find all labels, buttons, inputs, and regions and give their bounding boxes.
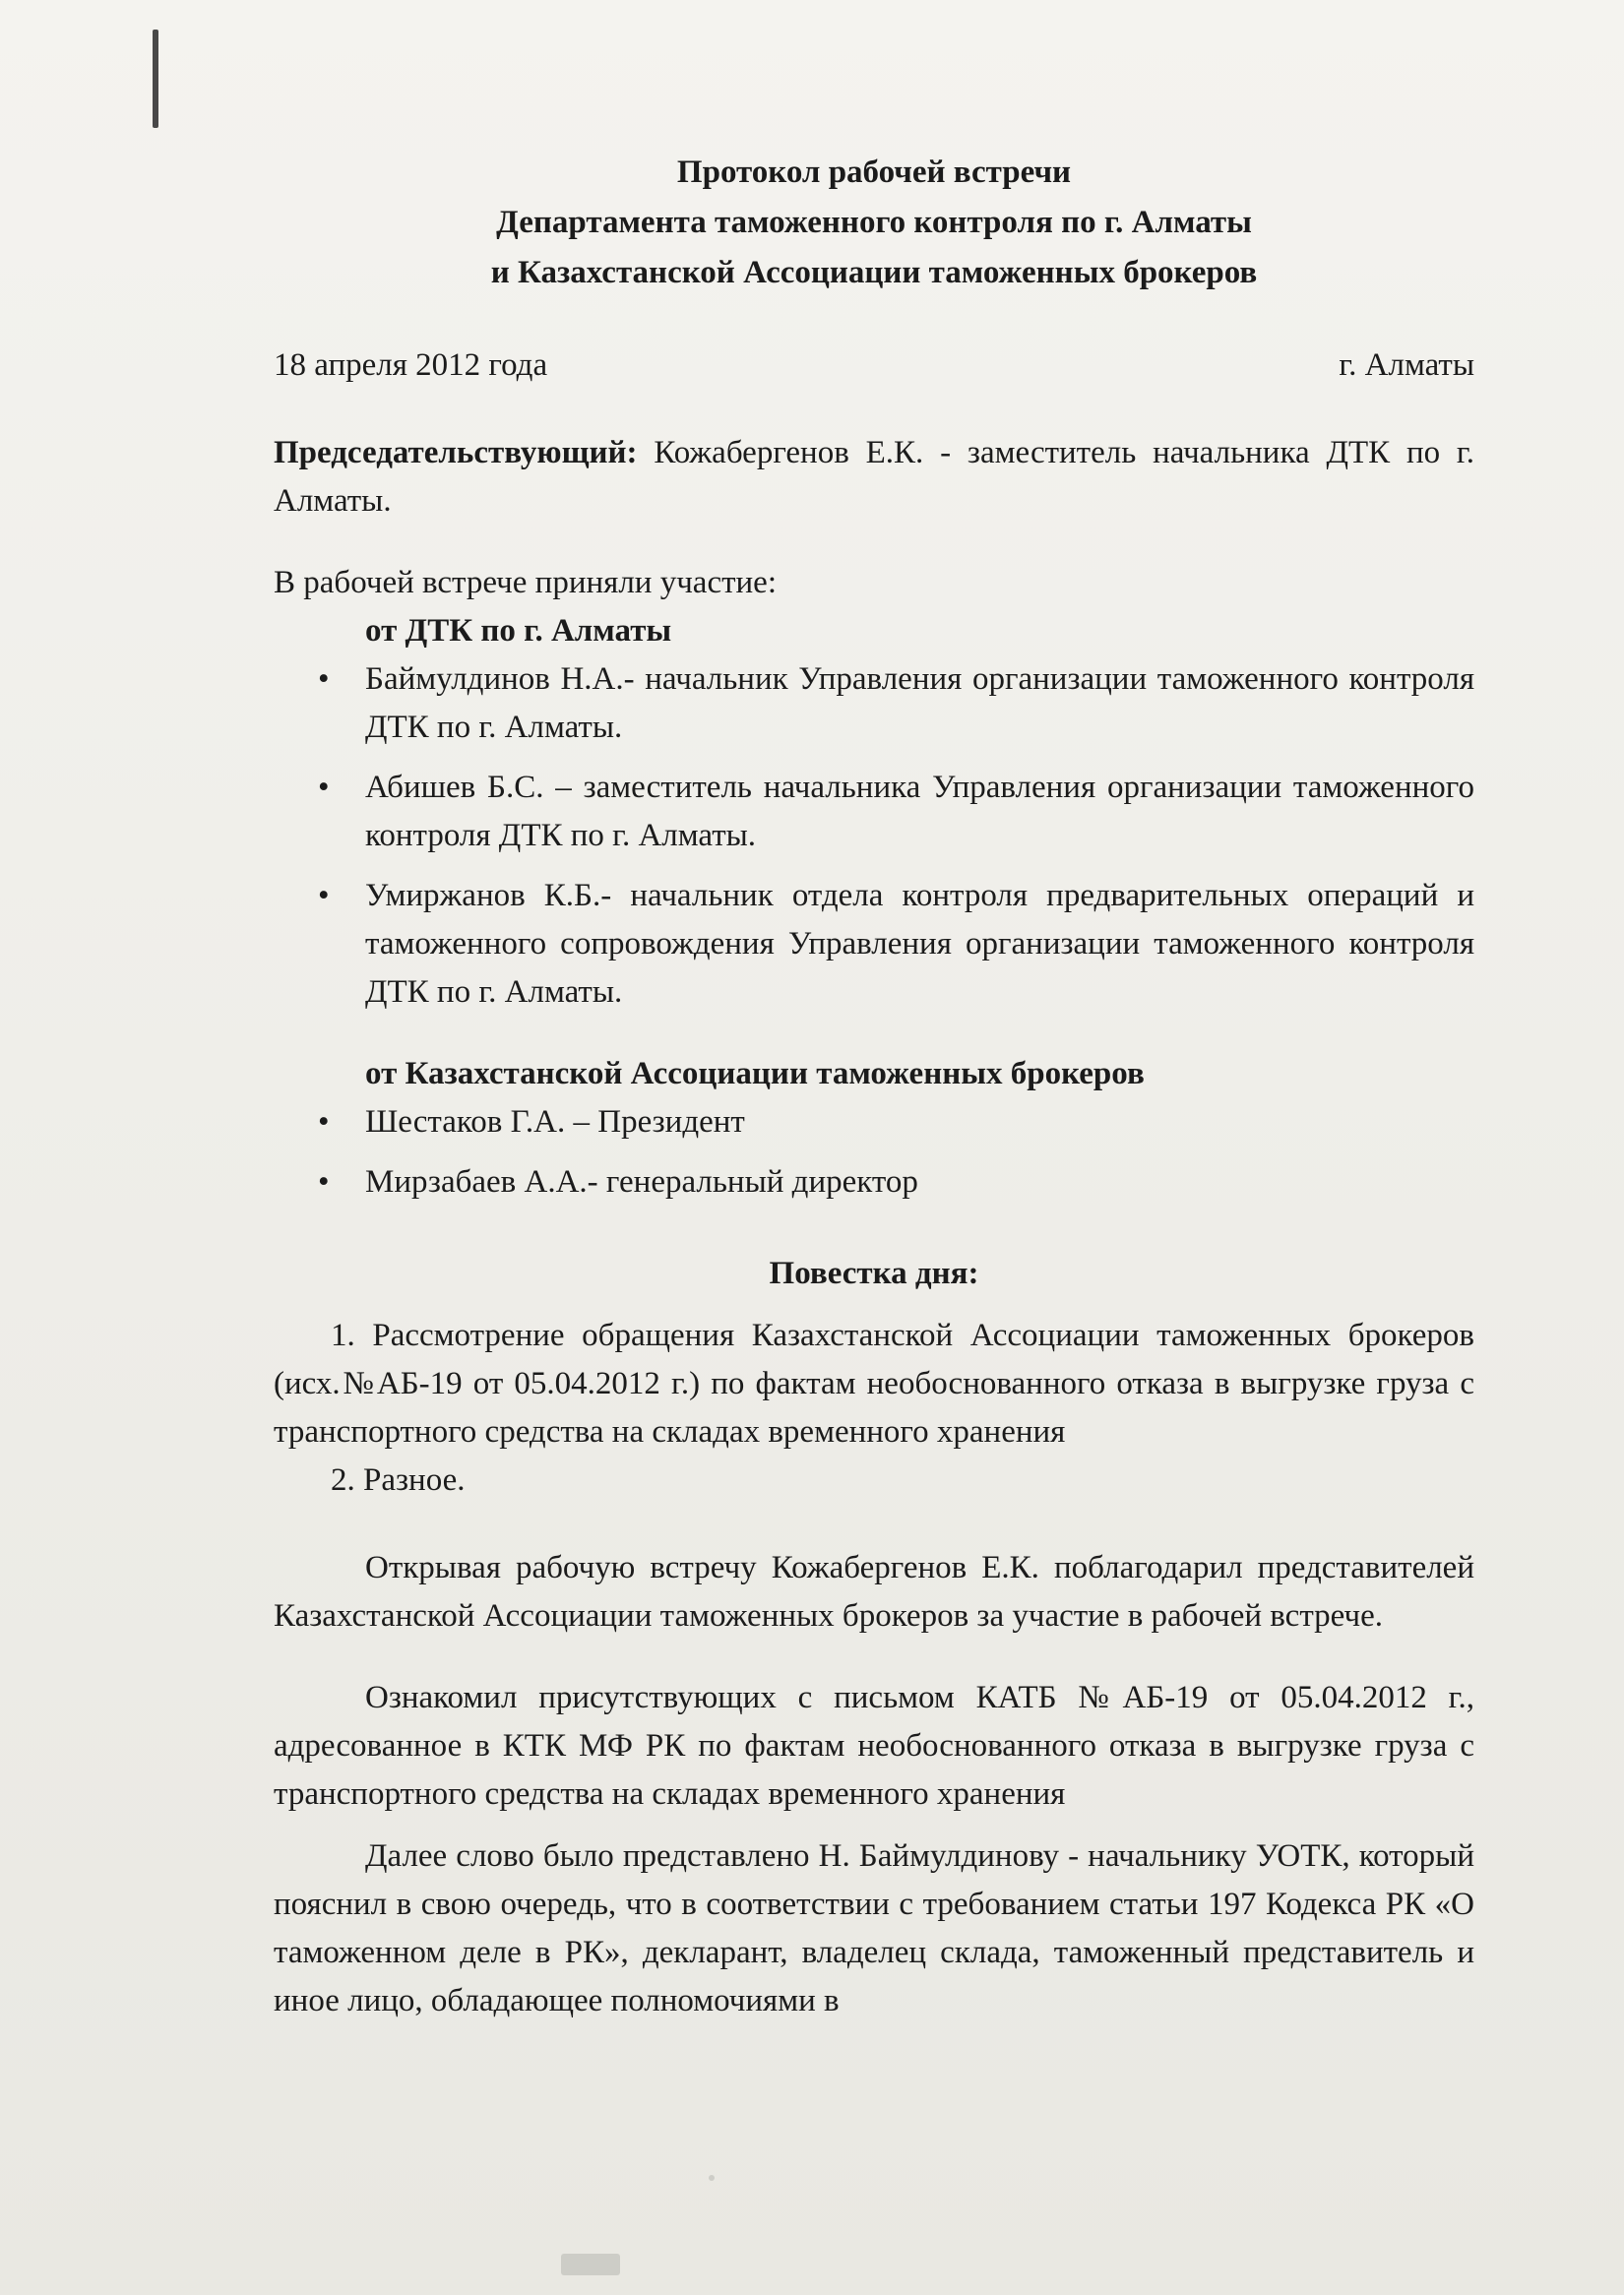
group2-title: от Казахстанской Ассоциации таможенных брокеров <box>365 1056 1145 1091</box>
group1-list <box>274 655 1474 1017</box>
title-line-3: и Казахстанской Ассоциации таможенных брокеров <box>490 255 1258 290</box>
agenda-item-2-number: 2. <box>331 1462 355 1498</box>
bullet-icon: • <box>318 770 330 805</box>
bullet-icon: • <box>318 1104 330 1140</box>
list-item: • Шестаков Г.А. – Президент <box>274 1098 1474 1147</box>
group1-title: от ДТК по г. Алматы <box>365 613 672 649</box>
body-paragraph-3: Далее слово было представлено Н. Баймулдинову - начальнику УОТК, который пояснил в свою очередь, что в соответствии с требованием статьи 197 Кодекса РК «О таможенном деле в РК», декларант, владелец склада, таможенный представитель и иное лицо, обладающее полномочиями в <box>274 1838 1474 2018</box>
body-paragraph-2: Ознакомил присутствующих с письмом КАТБ №АБ-19 от 05.04.2012 г., адресованное в КТК МФ РК по фактам необоснованного отказа в выгрузке груза с транспортного средства на складах временного хранения <box>274 1680 1474 1812</box>
title-line-1: Протокол рабочей встречи <box>676 155 1072 190</box>
bullet-icon: • <box>318 878 330 913</box>
agenda-item-1-number: 1. <box>331 1318 355 1353</box>
document-city: г. Алматы <box>1339 347 1474 383</box>
list-item: • Абишев Б.С. – заместитель начальника Управления организации таможенного контроля ДТК по г. Алматы. <box>274 764 1474 860</box>
agenda-item-1-text: Рассмотрение обращения Казахстанской Ассоциации таможенных брокеров (исх.№АБ-19 от 05.04.2012 г.) по фактам необоснованного отказа в выгрузке груза с транспортного средства на складах временного хранения <box>274 1318 1474 1450</box>
scan-smudge <box>561 2254 620 2275</box>
chair-label: Председательствующий: <box>274 435 638 470</box>
list-item: • Мирзабаев А.А.- генеральный директор <box>274 1158 1474 1207</box>
agenda-item-2-text: Разное. <box>363 1462 466 1498</box>
bullet-icon: • <box>318 1164 330 1200</box>
agenda-title: Повестка дня: <box>769 1256 979 1291</box>
document-title <box>274 148 1474 298</box>
bullet-icon: • <box>318 661 330 697</box>
date-place-row <box>274 341 1474 390</box>
agenda-item-2 <box>274 1457 1474 1505</box>
title-line-2: Департамента таможенного контроля по г. Алматы <box>496 205 1252 240</box>
document-body <box>274 148 1474 2025</box>
list-item: • Баймулдинов Н.А.- начальник Управления организации таможенного контроля ДТК по г. Алматы. <box>274 655 1474 752</box>
chair-text: Кожабергенов Е.К. - заместитель начальника ДТК по г. Алматы. <box>274 435 1474 519</box>
list-item: • Умиржанов К.Б.- начальник отдела контроля предварительных операций и таможенного сопровождения Управления организации таможенного контроля ДТК по г. Алматы. <box>274 872 1474 1017</box>
body-paragraph-1: Открывая рабочую встречу Кожабергенов Е.К. поблагодарил представителей Казахстанской Ассоциации таможенных брокеров за участие в рабочей встрече. <box>274 1550 1474 1634</box>
participants-intro: В рабочей встрече приняли участие: <box>274 565 778 600</box>
agenda-item-1 <box>274 1312 1474 1457</box>
group2-list <box>274 1098 1474 1207</box>
margin-pen-mark <box>153 30 158 128</box>
document-date: 18 апреля 2012 года <box>274 347 548 383</box>
chair-paragraph <box>274 429 1474 526</box>
scan-speck <box>709 2175 715 2181</box>
